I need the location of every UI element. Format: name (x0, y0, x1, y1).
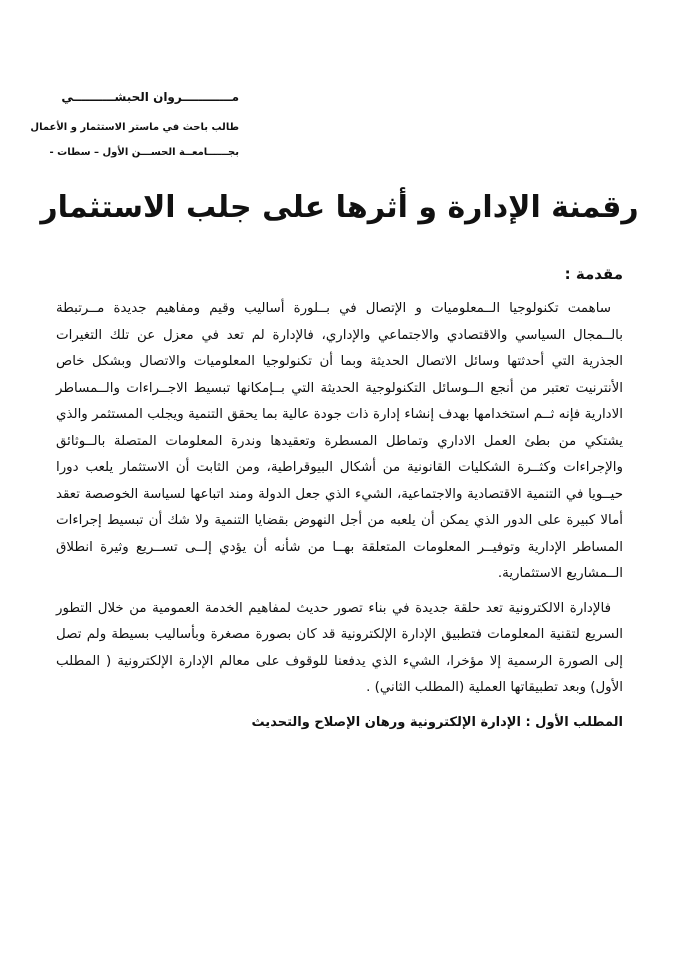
document-title: رقمنة الإدارة و أثرها على جلب الاستثمار (40, 190, 639, 225)
author-name: مــــــــــــروان الحبشــــــــــي (61, 90, 239, 104)
paragraph: فالإدارة الالكترونية تعد حلقة جديدة في بناء تصور حديث لمفاهيم الخدمة العمومية من خلال التطور السريع لتقنية المعلومات فتطبيق الإدارة الإلكترونية قد كان بصورة مصغرة وبأساليب بسيطة ولم تصل إلى الصورة الرسمية إلا مؤخرا، الشيء الذي يدفعنا للوقوف على معالم الإدارة الإلكترونية ( المطلب الأول) وبعد تطبيقاتها العملية (المطلب الثاني) . (56, 600, 623, 695)
section-subheading: المطلب الأول : الإدارة الإلكترونية ورهان الإصلاح والتحديث (251, 714, 623, 730)
introduction-heading: مقدمة : (564, 265, 623, 283)
author-block (0, 90, 679, 172)
paragraph: ساهمت تكنولوجيا الــمعلوميات و الإتصال في بــلورة أساليب وقيم ومفاهيم جديدة مــرتبطة بالــمجال السياسي والاقتصادي والاجتماعي والإداري، فالإدارة لم تعد في معزل عن تلك التغيرات الجذرية التي أحدثتها وسائل الاتصال الحديثة وبما أن تكنولوجيا المعلوميات والاتصال وبشكل خاص الأنترنيت تعتبر من أنجع الــوسائل التكنولوجية الحديثة التي بــإمكانها تبسيط الاجــراءات والــمساطر الادارية فإنه ثــم استخدامها بهدف إنشاء إدارة ذات جودة عالية بما يحقق التنمية ويجلب المستثمر والذي يشتكي من بطئ العمل الاداري وتماطل المسطرة وتعقيدها وندرة المعلومات المتصلة بالــوثائق والإجراءات وكثــرة الشكليات القانونية من أشكال البيوقراطية، ومن الثابت أن الاستثمار يلعب دورا حيــويا في التنمية الاقتصادية والاجتماعية، الشيء الذي جعل الدولة ومند اتباعها لسياسة الخوصصة تعقد أمالا كبيرة على الدور الذي يمكن أن يلعبه من أجل النهوض بقضايا التنمية ولا شك أن تبسيط إجراءات المساطر الإدارية وتوفيــر المعلومات المتعلقة بهــا من شأنه أن يؤدي إلــى تســريع وثيرة انطلاق الــمشاريع الاستثمارية. (56, 301, 623, 581)
author-position: طالب باحث في ماستر الاستثمار و الأعمال (30, 122, 239, 133)
author-university: بجــــــامعــة الحســـن الأول – سطات - (49, 147, 239, 158)
document-body (56, 262, 623, 736)
